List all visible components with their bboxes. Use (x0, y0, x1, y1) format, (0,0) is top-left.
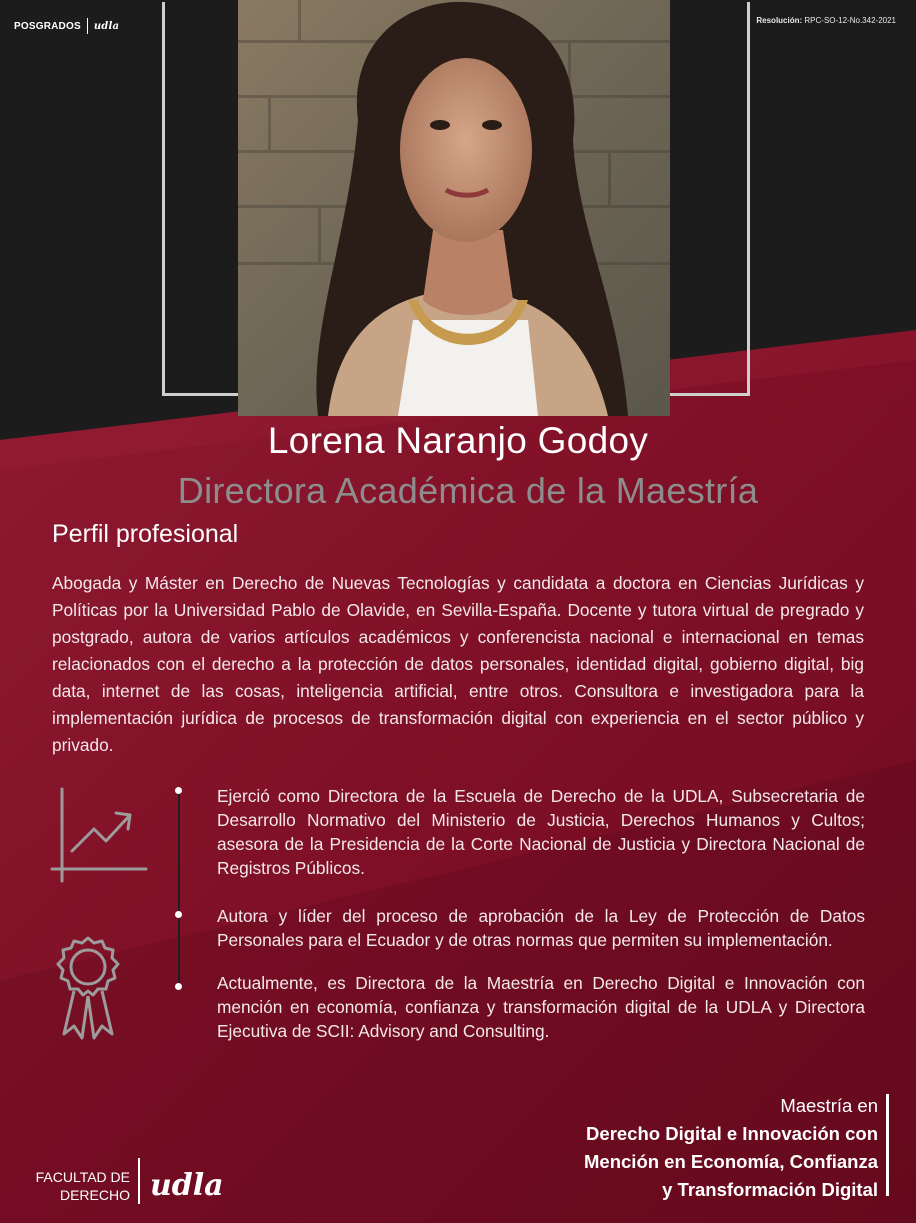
bullet-item: Actualmente, es Directora de la Maestría en Derecho Digital e Innovación con mención en economía, confianza y transformación digital de la UDLA y Directora Ejecutiva de SCII: Advisory and Consulting. (217, 973, 865, 1041)
award-ribbon-icon (52, 934, 124, 1044)
header-divider (87, 18, 88, 34)
faculty-line-1: FACULTAD DE (35, 1169, 130, 1185)
bullet-item: Autora y líder del proceso de aprobación de la Ley de Protección de Datos Personales para el Ecuador y de otras normas que permiten su implementación. (217, 906, 865, 950)
resolution-label: Resolución: (756, 16, 803, 25)
footer-divider (138, 1158, 140, 1204)
section-title: Perfil profesional (52, 520, 239, 548)
faculty-line-2: DERECHO (59, 1187, 130, 1203)
program-bar (886, 1094, 889, 1196)
program-line-1: Derecho Digital e Innovación con (586, 1123, 878, 1144)
resolution-value: RPC-SO-12-No.342-2021 (804, 16, 896, 25)
udla-logo: udla (93, 20, 120, 32)
timeline-dot (175, 787, 182, 794)
person-role: Directora Académica de la Maestría (177, 470, 759, 511)
portrait-photo (238, 0, 670, 416)
program-title (584, 1092, 878, 1204)
footer-udla-logo: udla (150, 1168, 224, 1203)
timeline-dot (175, 983, 182, 990)
resolution-note (756, 16, 896, 25)
header-brand (14, 18, 119, 34)
timeline-line (178, 790, 180, 988)
bullet-item: Ejerció como Directora de la Escuela de Derecho de la UDLA, Subsecretaria de Desarrollo Normativo del Ministerio de Justicia, Derechos Humanos y Cultos; asesora de la Presidencia de la Corte Nacional de Justicia y Directora Nacional de Registros Públicos. (217, 786, 865, 878)
program-line-3: y Transformación Digital (662, 1179, 878, 1200)
profile-text: Abogada y Máster en Derecho de Nuevas Tecnologías y candidata a doctora en Ciencias Jurídicas y Políticas por la Universidad Pablo de Olavide, en Sevilla-España. Docente y tutora virtual de pregrado y postgrado, autora de varios artículos académicos y conferencista nacional e internacional en temas relacionados con el derecho a la protección de datos personales, identidad digital, gobierno digital, big data, internet de las cosas, inteligencia artificial, entre otros. Consultora e investigadora para la implementación jurídica de procesos de transformación digital con experiencia en el sector público y privado. (52, 573, 864, 755)
posgrados-label: POSGRADOS (14, 20, 81, 32)
program-line-2: Mención en Economía, Confianza (584, 1151, 878, 1172)
faculty-label (30, 1168, 130, 1204)
person-name: Lorena Naranjo Godoy (267, 420, 649, 461)
growth-chart-icon (50, 785, 150, 885)
program-lead: Maestría en (780, 1095, 878, 1116)
timeline-dot (175, 911, 182, 918)
